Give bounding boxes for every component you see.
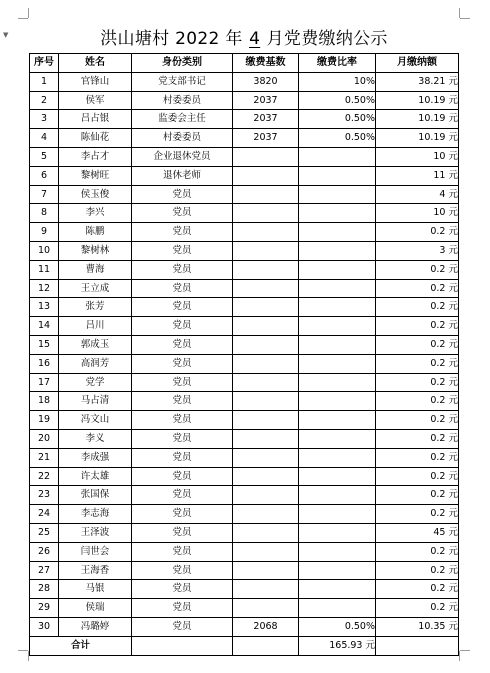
cell-index: 23 bbox=[30, 486, 59, 505]
cell-base bbox=[233, 429, 299, 448]
cell-rate bbox=[299, 411, 376, 430]
cell-index: 3 bbox=[30, 110, 59, 129]
cell-category: 党员 bbox=[132, 185, 233, 204]
table-row bbox=[30, 599, 459, 618]
cell-name: 马占清 bbox=[59, 392, 132, 411]
cell-rate bbox=[299, 279, 376, 298]
cell-base bbox=[233, 523, 299, 542]
table-row bbox=[30, 260, 459, 279]
cell-amount: 0.2 元 bbox=[376, 505, 459, 524]
total-spacer bbox=[132, 636, 233, 655]
table-row bbox=[30, 298, 459, 317]
cell-base bbox=[233, 599, 299, 618]
cell-name: 马银 bbox=[59, 580, 132, 599]
cell-index: 6 bbox=[30, 166, 59, 185]
cell-rate bbox=[299, 486, 376, 505]
cell-amount: 0.2 元 bbox=[376, 429, 459, 448]
cell-index: 20 bbox=[30, 429, 59, 448]
cell-amount: 0.2 元 bbox=[376, 298, 459, 317]
cell-base bbox=[233, 373, 299, 392]
cell-category: 党员 bbox=[132, 241, 233, 260]
cell-category: 党员 bbox=[132, 317, 233, 336]
cell-name: 高润芳 bbox=[59, 354, 132, 373]
cell-category: 党员 bbox=[132, 392, 233, 411]
cell-rate bbox=[299, 185, 376, 204]
cell-index: 2 bbox=[30, 91, 59, 110]
cell-name: 黎树林 bbox=[59, 241, 132, 260]
cell-amount: 0.2 元 bbox=[376, 467, 459, 486]
crop-mark-top-left bbox=[28, 8, 29, 18]
cell-category: 党员 bbox=[132, 523, 233, 542]
cell-category: 监委会主任 bbox=[132, 110, 233, 129]
cell-base bbox=[233, 241, 299, 260]
cell-index: 9 bbox=[30, 223, 59, 242]
cell-amount: 0.2 元 bbox=[376, 279, 459, 298]
cell-index: 12 bbox=[30, 279, 59, 298]
cell-category: 企业退休党员 bbox=[132, 147, 233, 166]
cell-name: 李志海 bbox=[59, 505, 132, 524]
table-row bbox=[30, 523, 459, 542]
cell-amount: 10.19 元 bbox=[376, 129, 459, 148]
table-row bbox=[30, 72, 459, 91]
cell-category: 党员 bbox=[132, 335, 233, 354]
cell-index: 25 bbox=[30, 523, 59, 542]
table-row bbox=[30, 354, 459, 373]
cell-name: 曹海 bbox=[59, 260, 132, 279]
table-row bbox=[30, 317, 459, 336]
cell-base bbox=[233, 298, 299, 317]
cell-base bbox=[233, 411, 299, 430]
table-row bbox=[30, 335, 459, 354]
cell-category: 党员 bbox=[132, 486, 233, 505]
table-row bbox=[30, 223, 459, 242]
table-row bbox=[30, 241, 459, 260]
cell-name: 王海香 bbox=[59, 561, 132, 580]
table-row bbox=[30, 467, 459, 486]
header-index: 序号 bbox=[30, 54, 59, 73]
cell-index: 7 bbox=[30, 185, 59, 204]
cell-category: 党支部书记 bbox=[132, 72, 233, 91]
page-title bbox=[30, 24, 458, 49]
cell-name: 郭成玉 bbox=[59, 335, 132, 354]
table-row bbox=[30, 411, 459, 430]
cell-index: 1 bbox=[30, 72, 59, 91]
cell-amount: 38.21 元 bbox=[376, 72, 459, 91]
cell-name: 许太雄 bbox=[59, 467, 132, 486]
cell-amount: 0.2 元 bbox=[376, 486, 459, 505]
cell-rate bbox=[299, 298, 376, 317]
header-category: 身份类别 bbox=[132, 54, 233, 73]
cell-index: 27 bbox=[30, 561, 59, 580]
cell-rate bbox=[299, 505, 376, 524]
table-row bbox=[30, 617, 459, 636]
cell-index: 21 bbox=[30, 448, 59, 467]
cell-rate bbox=[299, 561, 376, 580]
cell-rate bbox=[299, 392, 376, 411]
total-spacer bbox=[376, 636, 459, 655]
cell-amount: 0.2 元 bbox=[376, 392, 459, 411]
total-row bbox=[30, 636, 459, 655]
total-value: 165.93 元 bbox=[299, 636, 376, 655]
cell-amount: 0.2 元 bbox=[376, 448, 459, 467]
cell-name: 官锋山 bbox=[59, 72, 132, 91]
cell-amount: 0.2 元 bbox=[376, 335, 459, 354]
cell-name: 黎树旺 bbox=[59, 166, 132, 185]
cell-category: 村委委员 bbox=[132, 91, 233, 110]
cell-name: 冯璐婷 bbox=[59, 617, 132, 636]
cell-category: 退休老师 bbox=[132, 166, 233, 185]
cell-category: 党员 bbox=[132, 298, 233, 317]
cell-rate bbox=[299, 317, 376, 336]
title-prefix: 洪山塘村 2022 年 bbox=[100, 29, 243, 49]
table-row bbox=[30, 448, 459, 467]
cell-amount: 0.2 元 bbox=[376, 561, 459, 580]
cell-base bbox=[233, 505, 299, 524]
cell-rate bbox=[299, 204, 376, 223]
cell-amount: 0.2 元 bbox=[376, 354, 459, 373]
cell-category: 党员 bbox=[132, 505, 233, 524]
cell-rate bbox=[299, 260, 376, 279]
cell-amount: 10.19 元 bbox=[376, 110, 459, 129]
cell-base bbox=[233, 260, 299, 279]
cell-category: 党员 bbox=[132, 411, 233, 430]
cell-category: 党员 bbox=[132, 617, 233, 636]
cell-rate bbox=[299, 223, 376, 242]
header-amount: 月缴纳额 bbox=[376, 54, 459, 73]
cell-name: 李义 bbox=[59, 429, 132, 448]
cell-amount: 10.35 元 bbox=[376, 617, 459, 636]
cell-rate: 0.50% bbox=[299, 110, 376, 129]
cell-name: 党学 bbox=[59, 373, 132, 392]
cell-rate bbox=[299, 599, 376, 618]
table-row bbox=[30, 166, 459, 185]
cell-rate bbox=[299, 166, 376, 185]
header-name: 姓名 bbox=[59, 54, 132, 73]
cell-name: 王泽波 bbox=[59, 523, 132, 542]
cell-category: 村委委员 bbox=[132, 129, 233, 148]
cell-amount: 0.2 元 bbox=[376, 373, 459, 392]
cell-rate bbox=[299, 373, 376, 392]
cell-rate bbox=[299, 241, 376, 260]
table-row bbox=[30, 561, 459, 580]
cell-index: 18 bbox=[30, 392, 59, 411]
table-row bbox=[30, 91, 459, 110]
cell-index: 5 bbox=[30, 147, 59, 166]
cell-rate bbox=[299, 335, 376, 354]
cell-index: 15 bbox=[30, 335, 59, 354]
cell-base bbox=[233, 486, 299, 505]
cell-rate bbox=[299, 448, 376, 467]
cell-amount: 11 元 bbox=[376, 166, 459, 185]
table-row bbox=[30, 580, 459, 599]
cell-base bbox=[233, 467, 299, 486]
cell-index: 22 bbox=[30, 467, 59, 486]
cell-amount: 0.2 元 bbox=[376, 580, 459, 599]
cell-base bbox=[233, 354, 299, 373]
cell-category: 党员 bbox=[132, 542, 233, 561]
table-row bbox=[30, 429, 459, 448]
header-rate: 缴费比率 bbox=[299, 54, 376, 73]
table-row bbox=[30, 129, 459, 148]
cell-name: 张芳 bbox=[59, 298, 132, 317]
table-row bbox=[30, 204, 459, 223]
cell-category: 党员 bbox=[132, 373, 233, 392]
cell-amount: 0.2 元 bbox=[376, 542, 459, 561]
cell-category: 党员 bbox=[132, 561, 233, 580]
cell-amount: 0.2 元 bbox=[376, 411, 459, 430]
cell-rate bbox=[299, 580, 376, 599]
cell-index: 30 bbox=[30, 617, 59, 636]
cell-index: 11 bbox=[30, 260, 59, 279]
cell-base: 2037 bbox=[233, 110, 299, 129]
cell-category: 党员 bbox=[132, 448, 233, 467]
cell-category: 党员 bbox=[132, 580, 233, 599]
cell-rate bbox=[299, 147, 376, 166]
crop-mark-top-right bbox=[459, 8, 460, 18]
cell-category: 党员 bbox=[132, 429, 233, 448]
table-row bbox=[30, 147, 459, 166]
cell-name: 李成强 bbox=[59, 448, 132, 467]
cell-base: 2037 bbox=[233, 129, 299, 148]
cell-category: 党员 bbox=[132, 467, 233, 486]
cell-rate: 0.50% bbox=[299, 617, 376, 636]
cell-amount: 4 元 bbox=[376, 185, 459, 204]
cell-base bbox=[233, 335, 299, 354]
title-suffix: 月党费缴纳公示 bbox=[266, 29, 388, 49]
table-row bbox=[30, 373, 459, 392]
cell-name: 李占才 bbox=[59, 147, 132, 166]
header-base: 缴费基数 bbox=[233, 54, 299, 73]
table-row bbox=[30, 185, 459, 204]
cell-name: 侯军 bbox=[59, 91, 132, 110]
cell-base bbox=[233, 223, 299, 242]
cell-name: 王立成 bbox=[59, 279, 132, 298]
cell-name: 李兴 bbox=[59, 204, 132, 223]
cell-amount: 45 元 bbox=[376, 523, 459, 542]
cell-amount: 0.2 元 bbox=[376, 223, 459, 242]
cell-base bbox=[233, 580, 299, 599]
cell-name: 张国保 bbox=[59, 486, 132, 505]
cell-amount: 10 元 bbox=[376, 147, 459, 166]
cell-index: 8 bbox=[30, 204, 59, 223]
cell-base bbox=[233, 147, 299, 166]
cell-category: 党员 bbox=[132, 204, 233, 223]
cell-name: 吕占银 bbox=[59, 110, 132, 129]
cell-rate bbox=[299, 429, 376, 448]
cell-index: 10 bbox=[30, 241, 59, 260]
cell-amount: 10 元 bbox=[376, 204, 459, 223]
cell-name: 侯瑞 bbox=[59, 599, 132, 618]
cell-rate bbox=[299, 354, 376, 373]
total-label: 合计 bbox=[30, 636, 132, 655]
cell-base bbox=[233, 542, 299, 561]
cell-category: 党员 bbox=[132, 354, 233, 373]
cell-amount: 0.2 元 bbox=[376, 317, 459, 336]
cell-base bbox=[233, 185, 299, 204]
table-row bbox=[30, 392, 459, 411]
cell-index: 28 bbox=[30, 580, 59, 599]
cell-rate bbox=[299, 467, 376, 486]
cell-category: 党员 bbox=[132, 260, 233, 279]
cell-rate: 0.50% bbox=[299, 129, 376, 148]
cell-amount: 3 元 bbox=[376, 241, 459, 260]
cell-name: 陈鹏 bbox=[59, 223, 132, 242]
cell-base bbox=[233, 448, 299, 467]
cell-base bbox=[233, 166, 299, 185]
cell-base: 2037 bbox=[233, 91, 299, 110]
crop-mark-bottom-left bbox=[18, 650, 28, 651]
cell-index: 29 bbox=[30, 599, 59, 618]
cell-base bbox=[233, 392, 299, 411]
crop-mark-bottom-right bbox=[460, 650, 470, 651]
cell-base bbox=[233, 317, 299, 336]
cell-rate bbox=[299, 542, 376, 561]
cell-amount: 0.2 元 bbox=[376, 260, 459, 279]
cell-category: 党员 bbox=[132, 279, 233, 298]
cell-name: 陈仙花 bbox=[59, 129, 132, 148]
cell-index: 4 bbox=[30, 129, 59, 148]
table-header-row bbox=[30, 54, 459, 73]
cell-index: 13 bbox=[30, 298, 59, 317]
crop-mark-bottom-right bbox=[459, 651, 460, 661]
cell-index: 26 bbox=[30, 542, 59, 561]
cell-index: 19 bbox=[30, 411, 59, 430]
crop-mark-top-left bbox=[18, 18, 28, 19]
cell-base: 2068 bbox=[233, 617, 299, 636]
table-row bbox=[30, 505, 459, 524]
cell-name: 闫世会 bbox=[59, 542, 132, 561]
cell-rate bbox=[299, 523, 376, 542]
cell-category: 党员 bbox=[132, 223, 233, 242]
dues-table bbox=[29, 53, 459, 656]
cell-amount: 10.19 元 bbox=[376, 91, 459, 110]
cell-amount: 0.2 元 bbox=[376, 599, 459, 618]
crop-mark-top-right bbox=[460, 18, 470, 19]
cell-name: 吕川 bbox=[59, 317, 132, 336]
cell-base: 3820 bbox=[233, 72, 299, 91]
table-row bbox=[30, 486, 459, 505]
cell-name: 冯文山 bbox=[59, 411, 132, 430]
cell-index: 16 bbox=[30, 354, 59, 373]
cell-index: 24 bbox=[30, 505, 59, 524]
cell-category: 党员 bbox=[132, 599, 233, 618]
paragraph-marker-icon: ▼ bbox=[3, 31, 9, 39]
cell-index: 14 bbox=[30, 317, 59, 336]
cell-rate: 10% bbox=[299, 72, 376, 91]
title-month: 4 bbox=[249, 29, 261, 49]
cell-index: 17 bbox=[30, 373, 59, 392]
table-row bbox=[30, 110, 459, 129]
table-row bbox=[30, 542, 459, 561]
total-spacer bbox=[233, 636, 299, 655]
cell-name: 侯玉俊 bbox=[59, 185, 132, 204]
cell-base bbox=[233, 204, 299, 223]
table-row bbox=[30, 279, 459, 298]
cell-base bbox=[233, 561, 299, 580]
cell-base bbox=[233, 279, 299, 298]
cell-rate: 0.50% bbox=[299, 91, 376, 110]
